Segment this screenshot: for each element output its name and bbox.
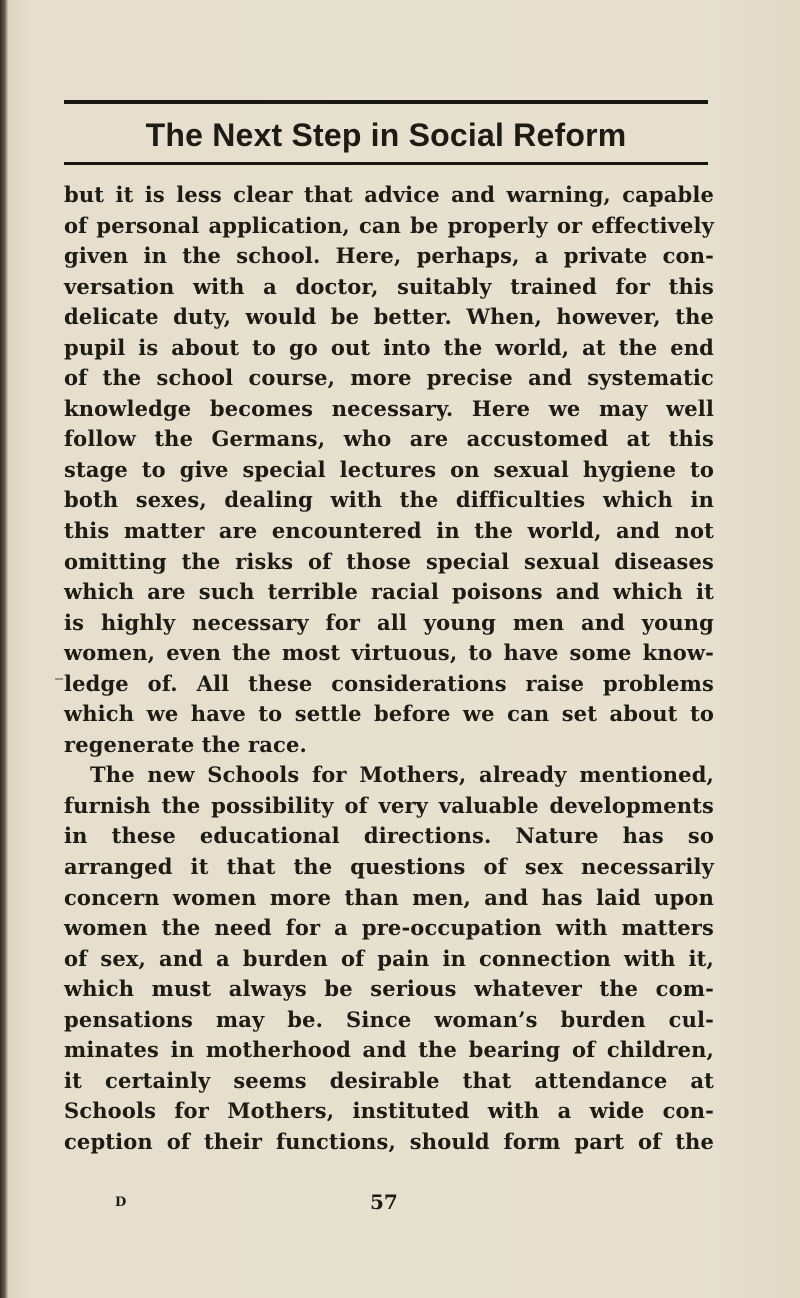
text-line: which are such terrible racial poisons and which it	[64, 579, 714, 605]
text-line: which we have to settle before we can set about to	[64, 701, 714, 727]
text-line: given in the school. Here, perhaps, a private con-	[64, 243, 714, 269]
text-line: of the school course, more precise and systematic	[64, 365, 714, 391]
text-line: arranged it that the questions of sex necessarily	[64, 854, 714, 880]
text-line: minates in motherhood and the bearing of children,	[64, 1037, 714, 1063]
text-line: furnish the possibility of very valuable developments	[64, 792, 714, 818]
header-top-rule	[64, 100, 708, 104]
header-bottom-rule	[64, 162, 708, 165]
text-line: ception of their functions, should form part of the	[64, 1128, 714, 1154]
paragraph-end-line: regenerate the race.	[64, 731, 307, 757]
text-line: omitting the risks of those special sexual diseases	[64, 548, 714, 574]
text-line: versation with a doctor, suitably trained for this	[64, 273, 714, 299]
text-line: this matter are encountered in the world, and not	[64, 518, 714, 544]
page-number: 57	[370, 1190, 398, 1214]
text-line: follow the Germans, who are accustomed at this	[64, 426, 714, 452]
text-line: women, even the most virtuous, to have some know-	[64, 640, 714, 666]
body-text	[64, 180, 714, 1158]
text-line: ledge of. All these considerations raise problems	[64, 670, 714, 696]
text-line: Schools for Mothers, instituted with a wide con-	[64, 1098, 714, 1124]
text-line: pupil is about to go out into the world, at the end	[64, 334, 714, 360]
paper-mark	[55, 678, 63, 680]
text-line: both sexes, dealing with the difficulties which in	[64, 487, 714, 513]
text-line: in these educational directions. Nature has so	[64, 823, 714, 849]
text-line: delicate duty, would be better. When, however, the	[64, 304, 714, 330]
signature-mark: D	[115, 1195, 127, 1210]
paragraph-start-line: The new Schools for Mothers, already mentioned,	[90, 762, 714, 788]
text-line: pensations may be. Since woman’s burden cul-	[64, 1006, 714, 1032]
running-header-title: The Next Step in Social Reform	[145, 117, 627, 153]
text-line: it certainly seems desirable that attendance at	[64, 1067, 714, 1093]
text-line: stage to give special lectures on sexual hygiene to	[64, 456, 714, 482]
text-line: concern women more than men, and has laid upon	[64, 884, 714, 910]
text-line: women the need for a pre-occupation with matters	[64, 915, 714, 941]
text-line: of personal application, can be properly or effectively	[64, 212, 714, 238]
text-line: knowledge becomes necessary. Here we may well	[64, 395, 714, 421]
page-binding-edge	[0, 0, 8, 1298]
text-line: is highly necessary for all young men and young	[64, 609, 714, 635]
text-line: but it is less clear that advice and warning, capable	[64, 182, 714, 207]
text-line: which must always be serious whatever the com-	[64, 976, 714, 1002]
text-line: of sex, and a burden of pain in connection with it,	[64, 945, 714, 971]
